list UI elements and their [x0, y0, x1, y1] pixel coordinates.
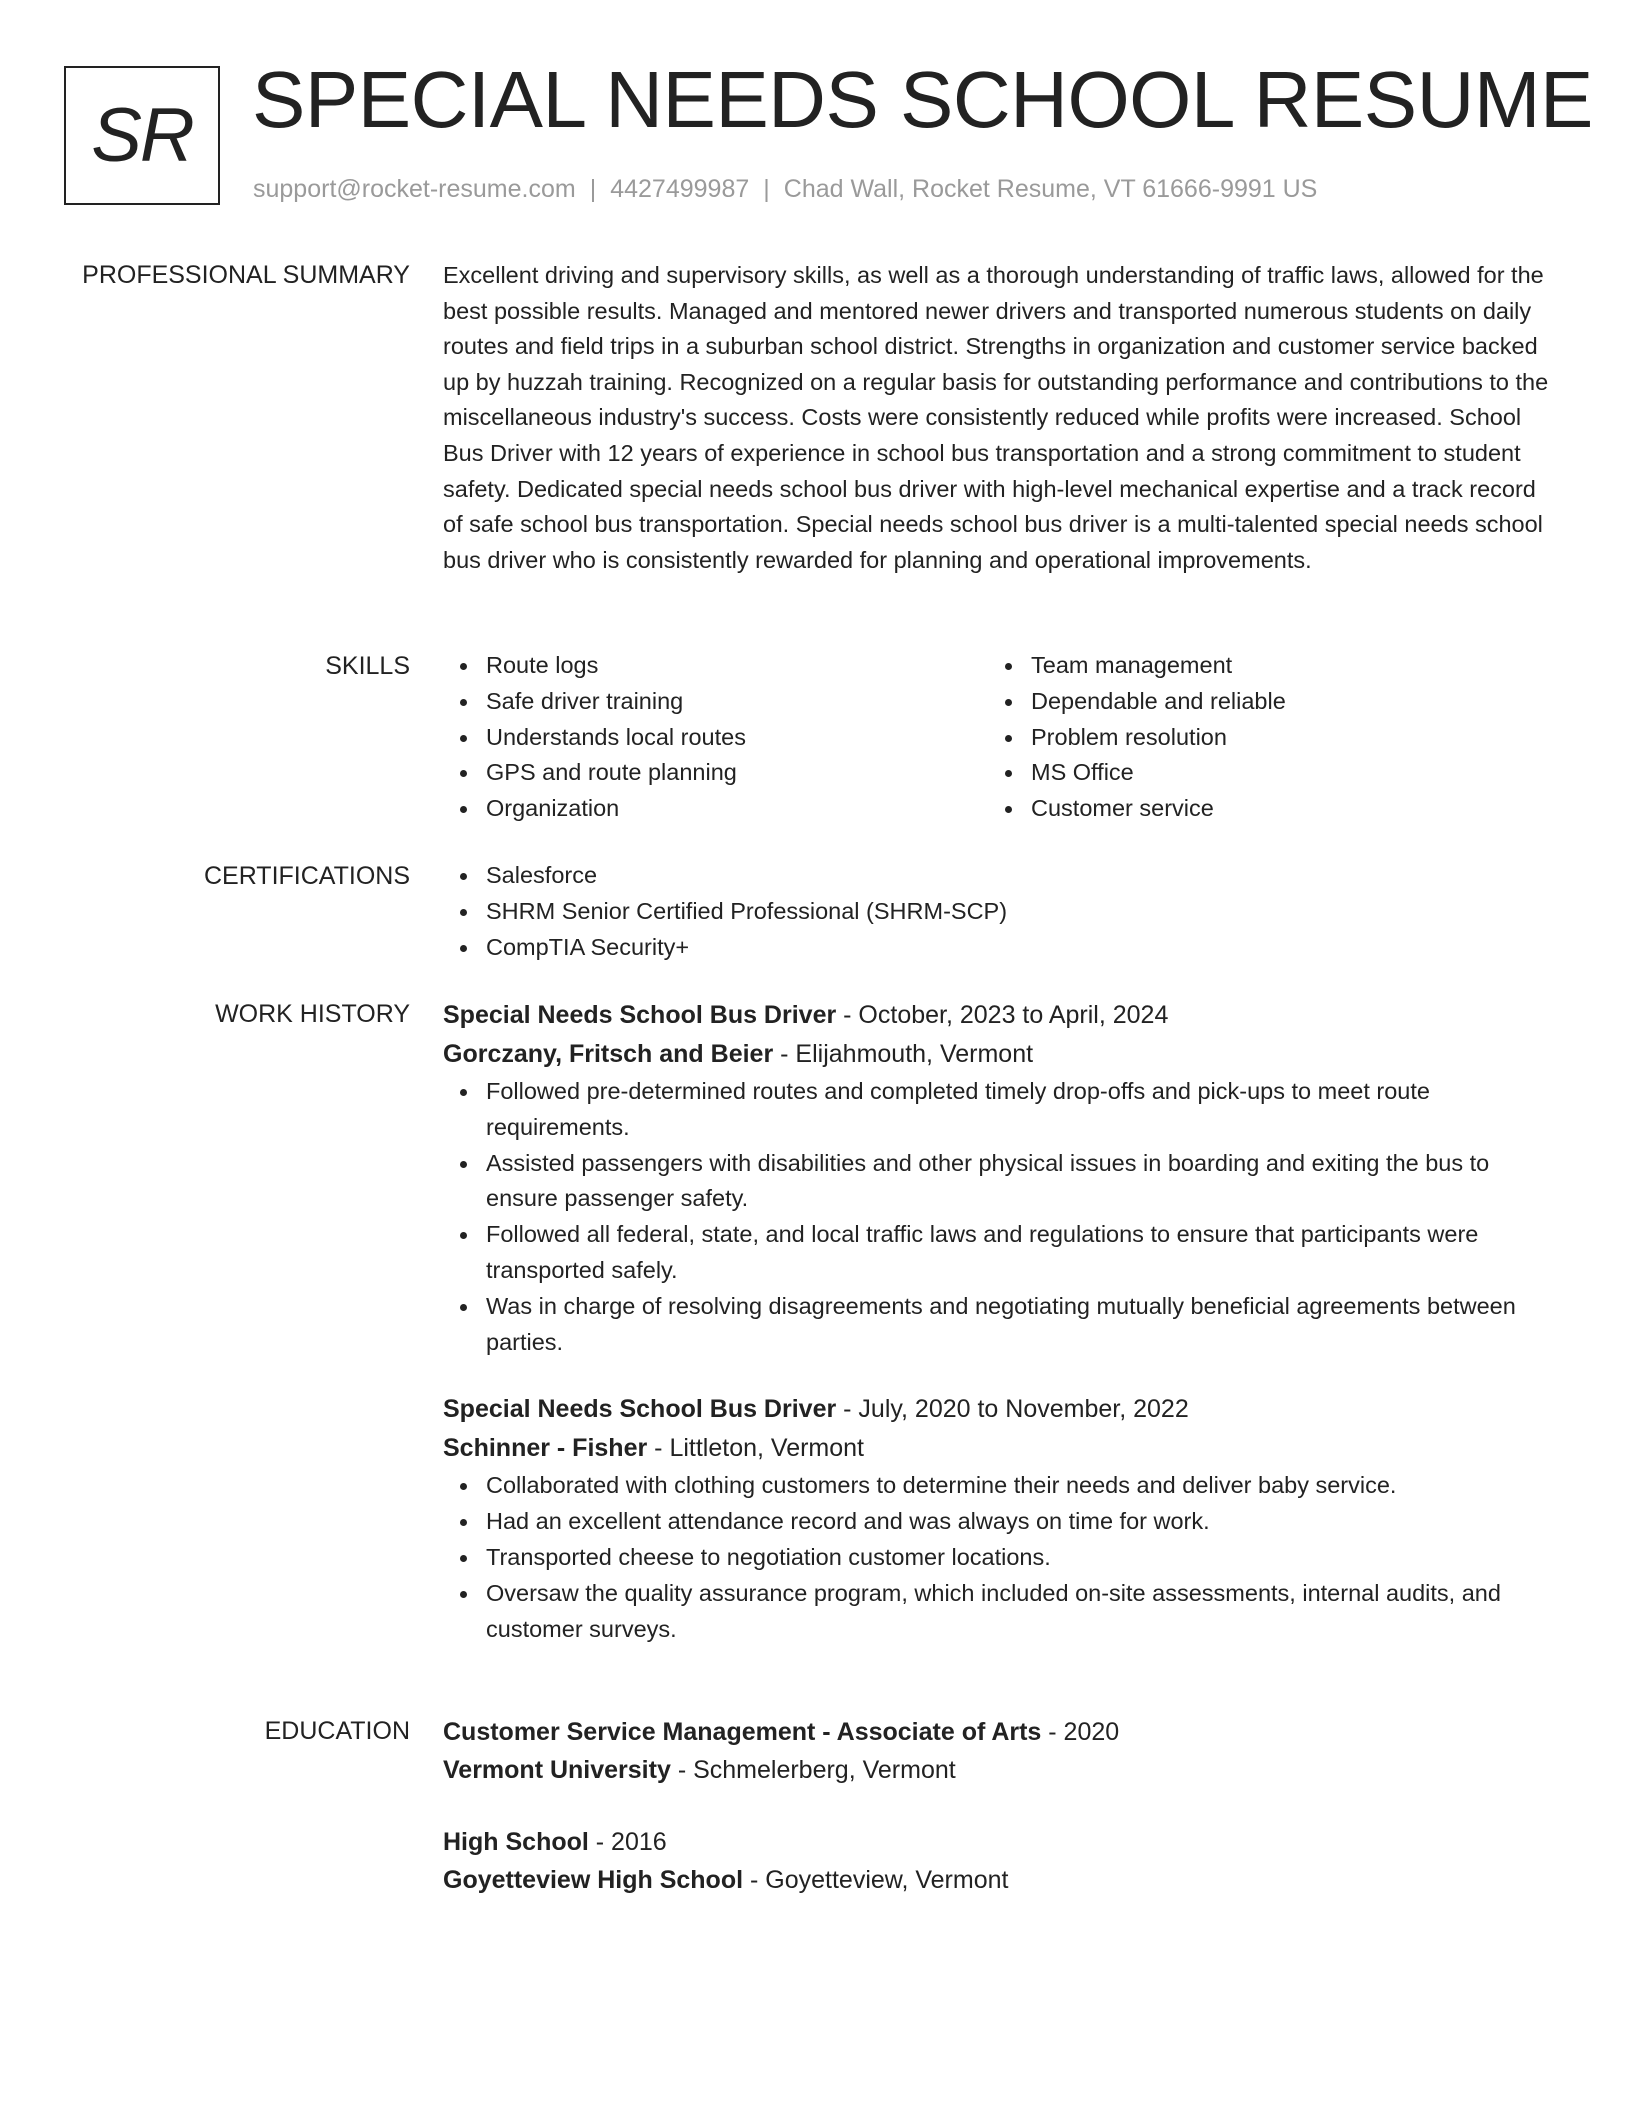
summary-content — [443, 258, 1553, 578]
contact-address: Chad Wall, Rocket Resume, VT 61666-9991 US — [783, 175, 1318, 203]
skill-item: Understands local routes — [443, 720, 988, 756]
work-content — [443, 996, 1553, 1647]
education-location: - Schmelerberg, Vermont — [677, 1756, 956, 1784]
skill-item: Problem resolution — [988, 720, 1533, 756]
job-entry — [443, 1390, 1553, 1647]
job-title-line — [443, 996, 1553, 1035]
job-bullet: Followed pre-determined routes and completed timely drop-offs and pick-ups to meet route requirements. — [443, 1074, 1553, 1146]
skill-item: Customer service — [988, 791, 1533, 827]
skills-grid — [443, 648, 1553, 827]
education-degree-line — [443, 1823, 1553, 1861]
skill-item: Safe driver training — [443, 684, 988, 720]
job-bullet: Collaborated with clothing customers to determine their needs and deliver baby service. — [443, 1468, 1553, 1504]
certification-item: CompTIA Security+ — [443, 930, 1553, 966]
certification-item: SHRM Senior Certified Professional (SHRM-SCP) — [443, 894, 1553, 930]
skills-list-left — [443, 648, 988, 827]
job-company-line — [443, 1429, 1553, 1468]
job-company: Schinner - Fisher — [443, 1434, 648, 1463]
job-dates: - October, 2023 to April, 2024 — [843, 1001, 1169, 1029]
job-bullets — [443, 1468, 1553, 1647]
job-bullet: Was in charge of resolving disagreements and negotiating mutually beneficial agreements between parties. — [443, 1289, 1553, 1361]
skills-list-right — [988, 648, 1533, 827]
job-bullet: Transported cheese to negotiation customer locations. — [443, 1540, 1553, 1576]
education-school: Vermont University — [443, 1756, 671, 1784]
job-dates: - July, 2020 to November, 2022 — [843, 1395, 1189, 1424]
section-label-education: EDUCATION — [264, 1717, 410, 1745]
skill-item: GPS and route planning — [443, 755, 988, 791]
contact-separator: | — [589, 175, 597, 203]
education-school: Goyetteview High School — [443, 1866, 744, 1894]
job-title: Special Needs School Bus Driver — [443, 1001, 837, 1029]
education-school-line — [443, 1861, 1553, 1899]
job-bullets — [443, 1074, 1553, 1360]
job-bullet: Had an excellent attendance record and was always on time for work. — [443, 1504, 1553, 1540]
skill-item: Route logs — [443, 648, 988, 684]
job-company: Gorczany, Fritsch and Beier — [443, 1040, 774, 1068]
job-location: - Elijahmouth, Vermont — [780, 1040, 1034, 1068]
section-label-skills: SKILLS — [325, 652, 410, 680]
education-content — [443, 1713, 1553, 1899]
education-location: - Goyetteview, Vermont — [750, 1866, 1009, 1894]
monogram-box — [64, 66, 220, 205]
education-degree-line — [443, 1713, 1553, 1751]
section-label-work: WORK HISTORY — [215, 1000, 410, 1028]
education-degree: High School — [443, 1828, 589, 1856]
certification-item: Salesforce — [443, 858, 1553, 894]
education-degree: Customer Service Management - Associate of Arts — [443, 1718, 1042, 1746]
job-bullet: Assisted passengers with disabilities and other physical issues in boarding and exiting the bus to ensure passenger safety. — [443, 1146, 1553, 1218]
education-entry — [443, 1823, 1553, 1899]
education-entry — [443, 1713, 1553, 1789]
job-bullet: Followed all federal, state, and local traffic laws and regulations to ensure that participants were transported safely. — [443, 1217, 1553, 1289]
section-label-certifications: CERTIFICATIONS — [203, 862, 410, 890]
monogram-initials: SR — [91, 93, 193, 178]
contact-email: support@rocket-resume.com — [253, 175, 576, 203]
skill-item: Team management — [988, 648, 1533, 684]
certifications-content — [443, 858, 1553, 965]
job-bullet: Oversaw the quality assurance program, which included on-site assessments, internal audits, and customer surveys. — [443, 1576, 1553, 1648]
summary-text: Excellent driving and supervisory skills, as well as a thorough understanding of traffic laws, allowed for the best possible results. Managed and mentored newer drivers and transported numerous students on daily routes and field trips in a suburban school district. Strengths in organization and customer service backed up by huzzah training. Recognized on a regular basis for outstanding performance and contributions to the miscellaneous industry's success. Costs were consistently reduced while profits were increased. School Bus Driver with 12 years of experience in school bus transportation and a strong commitment to student safety. Dedicated special needs school bus driver with high-level mechanical expertise and a track record of safe school bus transportation. Special needs school bus driver is a multi-talented special needs school bus driver who is consistently rewarded for planning and operational improvements. — [443, 262, 1549, 573]
job-entry — [443, 996, 1553, 1360]
contact-line — [253, 174, 1317, 204]
contact-phone: 4427499987 — [610, 175, 750, 203]
skill-item: Dependable and reliable — [988, 684, 1533, 720]
section-label-summary: PROFESSIONAL SUMMARY — [82, 261, 410, 289]
resume-title: SPECIAL NEEDS SCHOOL RESUME — [252, 55, 1593, 144]
job-location: - Littleton, Vermont — [654, 1434, 864, 1463]
education-year: - 2020 — [1048, 1718, 1120, 1746]
education-school-line — [443, 1751, 1553, 1789]
skill-item: MS Office — [988, 755, 1533, 791]
education-year: - 2016 — [595, 1828, 667, 1856]
job-title-line — [443, 1390, 1553, 1429]
skill-item: Organization — [443, 791, 988, 827]
job-title: Special Needs School Bus Driver — [443, 1395, 837, 1424]
certifications-list — [443, 858, 1553, 965]
job-company-line — [443, 1035, 1553, 1074]
contact-separator: | — [763, 175, 770, 203]
